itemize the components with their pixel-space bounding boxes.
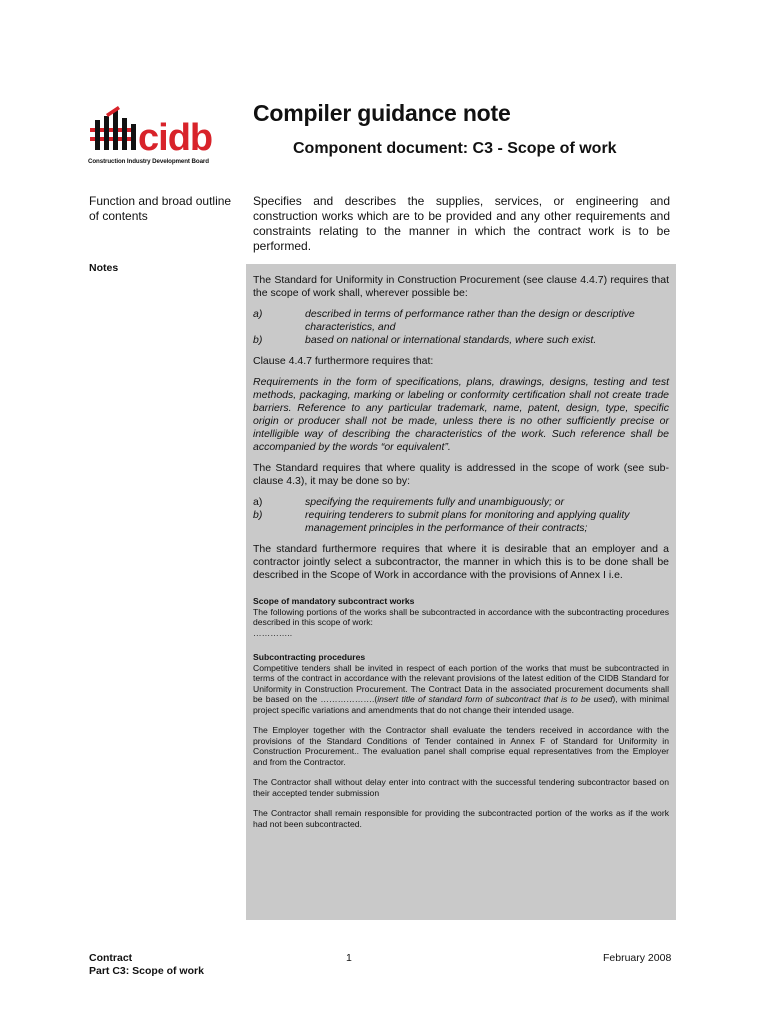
logo-mark [90, 106, 136, 150]
list-text: specifying the requirements fully and unambiguously; or [305, 496, 565, 508]
footer-contract-label [89, 952, 204, 978]
notes-paragraph: The standard furthermore requires that where it is desirable that an employer and a contractor jointly select a subcontractor, the manner in which this is to be done shall be described in the Scope of Work in accordance with the provisions of Annex I i.e. [253, 543, 669, 581]
page-subtitle: Component document: C3 - Scope of work [293, 140, 617, 157]
performance-list [253, 308, 669, 347]
list-item [253, 334, 669, 347]
notes-paragraph: The Standard requires that where quality is addressed in the scope of work (see sub-clause 4.3), it may be done so by: [253, 462, 669, 487]
list-marker: a) [253, 496, 263, 508]
procedure-paragraph [253, 663, 669, 716]
procedure-insert-hint: insert title of standard form of subcontract that is to be used [377, 694, 613, 704]
procedure-text: Competitive tenders shall be invited in respect of each portion of the works that must be subcontracted in terms of the contract in accordance with the relevant provisions of the latest edition of the CIDB Standard for Uniformity in Construction Procurement. The Contract Data in the associated procurement documents shall be based on the ……………….( [253, 662, 669, 704]
procedure-paragraph: The Contractor shall remain responsible for providing the subcontracted portion of the works as if the work had not been subcontracted. [253, 808, 669, 829]
list-text: based on national or international standards, where such exist. [305, 334, 597, 346]
notes-label: Notes [89, 262, 119, 274]
notes-paragraph: Clause 4.4.7 furthermore requires that: [253, 355, 434, 367]
clause-quote: Requirements in the form of specifications, plans, drawings, designs, testing and test methods, packaging, marking or labeling or conformity certification shall not create trade barriers. Reference to any particular trademark, name, patent, design, type, specific origin or producer shall not be made, unless there is no other sufficiently precise or intelligible way of describing the characteristics of the work. Such reference shall be accompanied by the words “or equivalent”. [253, 376, 669, 453]
page-title: Compiler guidance note [253, 100, 511, 126]
footer-date: February 2008 [603, 952, 672, 964]
footer-part: Part C3: Scope of work [89, 965, 204, 977]
subcontracting-procedures-heading: Subcontracting procedures [253, 652, 366, 662]
notes-paragraph: The Standard for Uniformity in Construction Procurement (see clause 4.4.7) requires that the scope of work shall, wherever possible be: [253, 274, 669, 299]
list-item [253, 308, 669, 334]
logo-caption: Construction Industry Development Board [88, 158, 209, 165]
mandatory-subcontract-text: The following portions of the works shall be subcontracted in accordance with the subcontracting procedures described in this scope of work: [253, 606, 669, 627]
list-marker: b) [253, 509, 263, 521]
list-item [253, 496, 669, 509]
list-item [253, 509, 669, 535]
procedure-paragraph: The Employer together with the Contractor shall evaluate the tenders received in accordance with the provisions of the Standard Conditions of Tender contained in Annex F of Standard for Uniformity in Construction Procurement.. The evaluation panel shall comprise equal representatives from the Employer and from the Contractor. [253, 725, 669, 767]
list-marker: a) [253, 308, 263, 320]
notes-box [246, 264, 676, 920]
quality-list [253, 496, 669, 535]
list-text: requiring tenderers to submit plans for monitoring and applying quality management principles in the performance of their contracts; [305, 509, 630, 534]
footer-contract: Contract [89, 952, 133, 964]
procedure-paragraph: The Contractor shall without delay enter into contract with the successful tendering subcontractor based on their accepted tender submission [253, 777, 669, 798]
mandatory-subcontract-dots: ………….. [253, 627, 293, 638]
function-label: Function and broad outline of contents [89, 194, 232, 223]
mandatory-subcontract-heading: Scope of mandatory subcontract works [253, 596, 415, 606]
page-number: 1 [346, 952, 352, 964]
function-description: Specifies and describes the supplies, services, or engineering and construction works which are to be provided and any other requirements and constraints relating to the manner in which the contract work is to be performed. [253, 194, 670, 253]
list-text: described in terms of performance rather than the design or descriptive characteristics, and [305, 308, 635, 333]
procedure-text: ), with minimal project specific variations and amendments that do not change their intended usage. [253, 694, 669, 715]
list-marker: b) [253, 334, 263, 346]
logo-wordmark: cidb [138, 117, 213, 159]
